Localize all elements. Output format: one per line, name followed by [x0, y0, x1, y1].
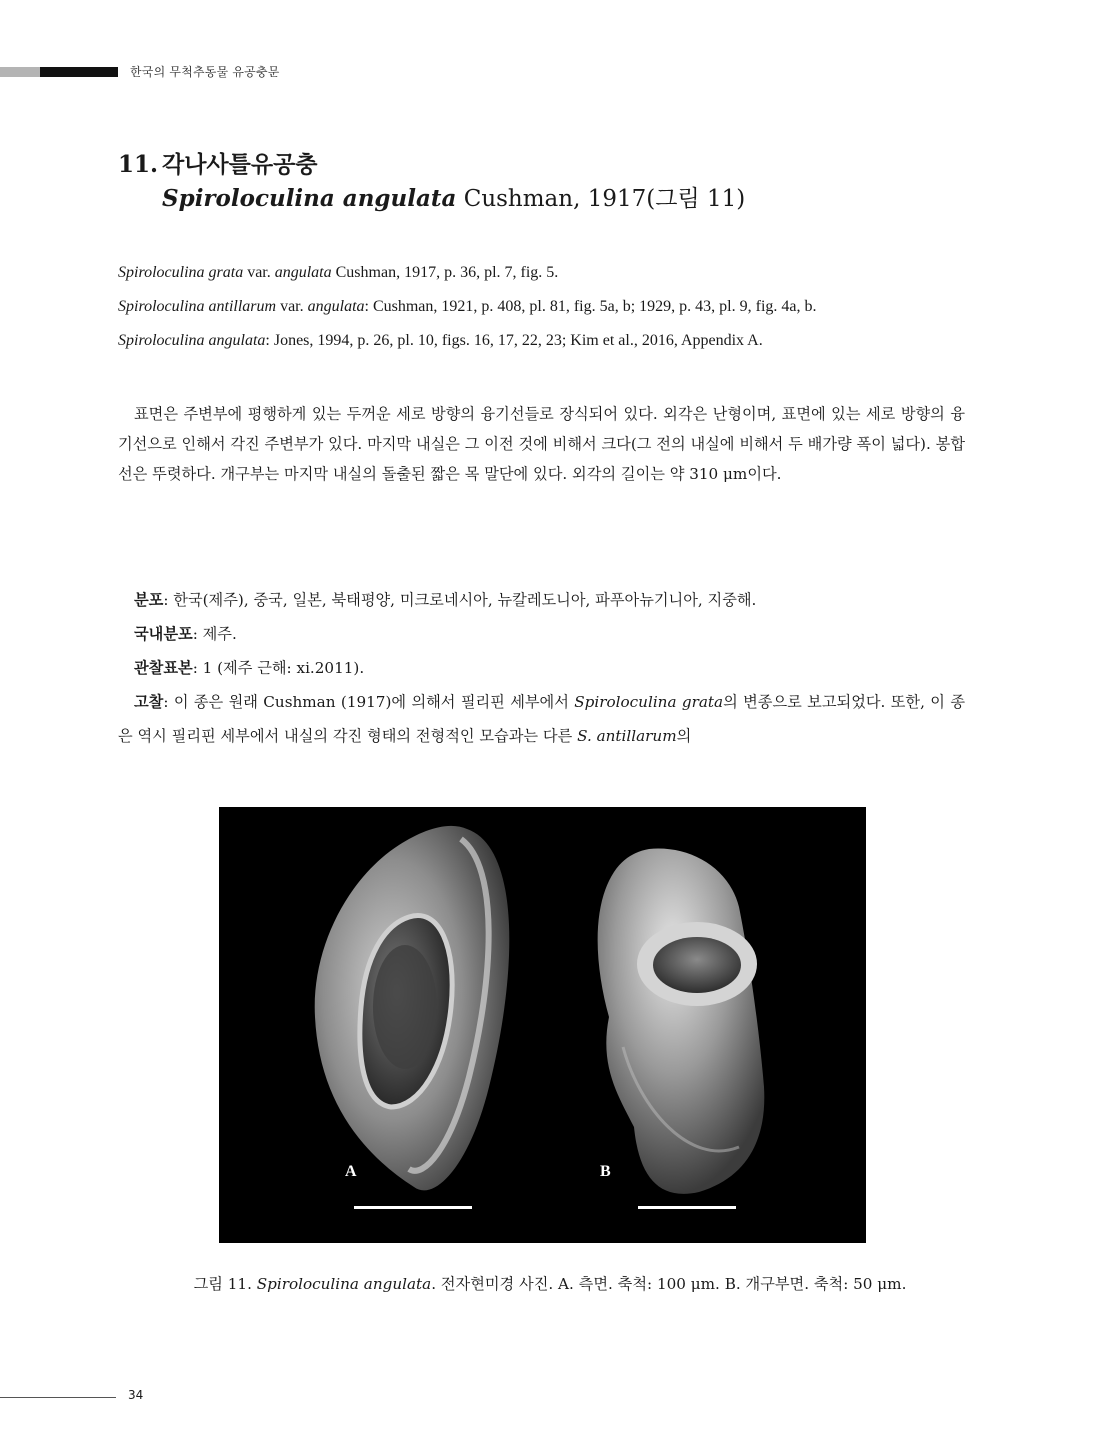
species-number: 11. [118, 151, 159, 178]
figure-caption [0, 1273, 1100, 1294]
synonym-entry [118, 326, 978, 360]
remarks-text: : 이 종은 원래 Cushman (1917)에 의해서 필리핀 세부에서 [163, 693, 575, 711]
synonym-subtaxon: angulata [274, 264, 332, 281]
header-bar-black [40, 67, 118, 77]
specimen-b [598, 849, 765, 1194]
remarks-text: 의 변종으로 보고되었다. 또한, 이 종은 역시 필리핀 세부에서 내실의 각진 형태의 전형적인 모습과는 다른 [118, 693, 965, 745]
remarks [118, 685, 965, 753]
panel-label-a: A [345, 1163, 357, 1180]
synonym-taxon: Spiroloculina grata [118, 264, 244, 281]
synonym-rank: var. [243, 264, 275, 281]
domestic-value: : 제주. [192, 625, 237, 643]
synonym-entry [118, 258, 978, 292]
distribution [118, 583, 965, 617]
domestic-distribution [118, 617, 965, 651]
header-bar-gray [0, 67, 40, 77]
synonym-entry [118, 292, 978, 326]
observed-specimens [118, 651, 965, 685]
specimen-a [315, 826, 510, 1191]
synonym-taxon: Spiroloculina antillarum [118, 298, 277, 315]
footer-rule [0, 1397, 116, 1398]
remarks-label: 고찰 [134, 693, 164, 711]
species-details [118, 583, 965, 753]
description-paragraph: 표면은 주변부에 평행하게 있는 두꺼운 세로 방향의 융기선들로 장식되어 있다. 외각은 난형이며, 표면에 있는 세로 방향의 융기선으로 인해서 각진 주변부가 있다. 마지막 내실은 그 이전 것에 비해서 크다(그 전의 내실에 비해서 두 배가량 폭이 넓다). 봉합선은 뚜렷하다. 개구부는 마지막 내실의 돌출된 짧은 목 말단에 있다. 외각의 길이는 약 310 μm이다. [118, 405, 965, 483]
scale-bar-a [354, 1206, 472, 1209]
synonym-citation: Cushman, 1917, p. 36, pl. 7, fig. 5. [331, 264, 559, 281]
synonym-taxon: Spiroloculina angulata [118, 332, 266, 349]
synonym-citation: : Jones, 1994, p. 26, pl. 10, figs. 16, 17, 22, 23; Kim et al., 2016, Appendix A. [265, 332, 763, 349]
specimens-value: : 1 (제주 근해: xi.2011). [192, 659, 365, 677]
panel-label-b: B [600, 1163, 611, 1180]
figure-reference: (그림 11) [646, 186, 746, 212]
running-title: 한국의 무척추동물 유공충문 [130, 65, 280, 79]
synonym-rank: var. [276, 298, 308, 315]
distribution-value: : 한국(제주), 중국, 일본, 북태평양, 미크로네시아, 뉴칼레도니아, 파푸아뉴기니아, 지중해. [163, 591, 757, 609]
scientific-name: Spiroloculina angulata [162, 185, 457, 212]
caption-taxon: Spiroloculina angulata [256, 1275, 432, 1293]
korean-name: 각나사틀유공충 [162, 151, 318, 178]
species-heading [118, 148, 745, 216]
sem-micrograph [219, 807, 866, 1243]
domestic-label: 국내분포 [134, 625, 193, 643]
page-number: 34 [128, 1388, 144, 1402]
caption-text: . 전자현미경 사진. A. 측면. 축척: 100 μm. B. 개구부면. 축척: 50 μm. [431, 1275, 907, 1293]
distribution-label: 분포 [134, 591, 164, 609]
author-year: Cushman, 1917 [456, 186, 647, 212]
remarks-text: 의 [676, 727, 692, 745]
remarks-taxon: S. antillarum [577, 727, 677, 745]
scale-bar-b [638, 1206, 736, 1209]
synonymy-list [118, 258, 978, 360]
heading-line-korean [118, 148, 745, 182]
caption-prefix: 그림 11. [193, 1275, 257, 1293]
specimens-label: 관찰표본 [134, 659, 193, 677]
synonym-subtaxon: angulata [307, 298, 365, 315]
remarks-taxon: Spiroloculina grata [574, 693, 724, 711]
synonym-citation: : Cushman, 1921, p. 408, pl. 81, fig. 5a, b; 1929, p. 43, pl. 9, fig. 4a, b. [364, 298, 817, 315]
heading-line-scientific [118, 182, 745, 216]
sem-figure [219, 807, 866, 1243]
